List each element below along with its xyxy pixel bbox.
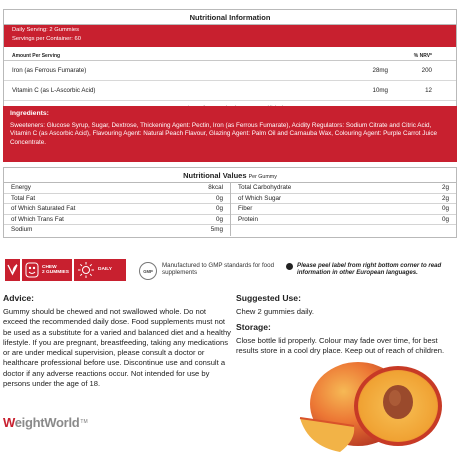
advice-text: Gummy should be chewed and not swallowed whole. Do not exceed the recommended daily dose. Food supplements must not be used as a substitute for a varied and balanced diet and a healthy lifestyle. If you are pregnant, breastfeeding, taking any medications or are under medical supervision, please consult a doctor or healthcare professional before use. Discontinue use and consult a doctor if any adverse reactions occur. Not intended for use by persons under the age of 18. bbox=[3, 307, 231, 389]
nutritional-values-table bbox=[3, 167, 457, 238]
ingredients-text: Sweeteners: Glucose Syrup, Sugar, Dextrose, Thickening Agent: Pectin, Iron (as Ferrous Fumarate), Acidity Regulators: Sodium Citrate and Citric Acid, Vitamin C (as Ascorbic Acid), Flavouring Agent: Natural Peach Flavour, Glazing Agent: Palm Oil and Carnauba Wax, Colouring Agent: Purple Carrot Juice Concentrate. bbox=[10, 122, 438, 146]
value-amount: 0g bbox=[441, 205, 449, 213]
peach-illustration bbox=[298, 358, 460, 460]
suggested-use-title: Suggested Use: bbox=[236, 293, 301, 303]
daily-label: DAILY bbox=[98, 267, 112, 273]
peel-label-notice: Please peel label from right bottom corner to read information in other European languages. bbox=[297, 262, 442, 277]
vegan-leaf-icon bbox=[5, 259, 20, 281]
value-amount: 0g bbox=[441, 215, 449, 223]
table-row bbox=[231, 215, 456, 226]
gummy-icon bbox=[25, 262, 39, 278]
value-amount: 2g bbox=[441, 194, 449, 202]
table-row bbox=[231, 183, 456, 194]
advice-title: Advice: bbox=[3, 293, 35, 303]
daily-serving: Daily Serving: 2 Gummies bbox=[12, 27, 80, 33]
value-amount: 0g bbox=[215, 205, 223, 213]
nrv-header: % NRV* bbox=[413, 52, 432, 59]
value-name: of Which Trans Fat bbox=[11, 215, 64, 223]
gmp-statement: Manufactured to GMP standards for food supplements bbox=[162, 262, 275, 277]
value-name: of Which Sugar bbox=[238, 194, 282, 202]
ingredients-panel bbox=[3, 106, 457, 162]
nutritional-values-title-bar bbox=[4, 168, 456, 183]
value-name: of Which Saturated Fat bbox=[11, 205, 76, 213]
table-row bbox=[231, 204, 456, 215]
nutritional-information-title: Nutritional Information bbox=[4, 10, 456, 25]
table-row bbox=[4, 194, 230, 205]
nutrition-header-row bbox=[4, 51, 456, 61]
nutrient-nrv: 200 bbox=[421, 67, 432, 74]
info-icon bbox=[286, 263, 293, 270]
nutritional-values-left-column bbox=[4, 183, 230, 236]
storage-title: Storage: bbox=[236, 322, 271, 332]
nutrient-amount: 28mg bbox=[372, 67, 388, 74]
nutritional-values-subtitle: Per Gummy bbox=[248, 174, 277, 180]
table-row bbox=[4, 61, 456, 81]
nutritional-values-grid bbox=[4, 183, 456, 236]
servings-per-container: Servings per Container: 60 bbox=[12, 36, 81, 42]
logo-trademark: TM bbox=[80, 419, 88, 425]
nutrient-amount: 10mg bbox=[372, 87, 388, 94]
value-name: Sodium bbox=[11, 226, 33, 234]
nutritional-values-title: Nutritional Values bbox=[183, 171, 247, 180]
sun-icon bbox=[77, 261, 95, 279]
logo-rest: eightWorld bbox=[14, 414, 80, 430]
value-amount: 5mg bbox=[210, 226, 223, 234]
storage-text: Close bottle lid properly. Colour may fade over time, for best results store in a cool dry place. Keep out of reach of children. bbox=[236, 336, 445, 356]
nutritional-values-right-column bbox=[230, 183, 456, 236]
chew-label-line-1: CHEW bbox=[42, 264, 57, 270]
daily-badge bbox=[74, 259, 126, 281]
value-amount: 0g bbox=[215, 215, 223, 223]
amount-per-serving-header: Amount Per Serving bbox=[12, 52, 61, 59]
logo-wordmark bbox=[3, 415, 79, 430]
weightworld-logo bbox=[3, 412, 88, 432]
table-row bbox=[4, 81, 456, 101]
value-name: Energy bbox=[11, 184, 31, 191]
value-name: Protein bbox=[238, 215, 258, 223]
table-row bbox=[4, 183, 230, 194]
nutrient-nrv: 12 bbox=[425, 87, 432, 94]
chew-gummies-badge bbox=[22, 259, 72, 281]
table-row bbox=[4, 215, 230, 226]
suggested-use-text: Chew 2 gummies daily. bbox=[236, 307, 314, 316]
logo-initial: W bbox=[3, 414, 15, 430]
table-row bbox=[4, 204, 230, 215]
value-amount: 0g bbox=[215, 194, 223, 202]
value-name: Total Carbohydrate bbox=[238, 184, 292, 191]
value-amount: 8kcal bbox=[208, 184, 223, 191]
ingredients-title: Ingredients: bbox=[10, 110, 49, 117]
serving-info-band bbox=[4, 25, 456, 47]
nutrient-name: Vitamin C (as L-Ascorbic Acid) bbox=[12, 87, 96, 94]
table-row bbox=[4, 225, 230, 236]
chew-label-line-2: 2 GUMMIES bbox=[42, 270, 69, 275]
nutrient-name: Iron (as Ferrous Fumarate) bbox=[12, 67, 87, 74]
vegan-badge bbox=[5, 259, 20, 281]
table-row bbox=[231, 194, 456, 205]
value-name: Fiber bbox=[238, 205, 253, 213]
chew-label bbox=[42, 265, 69, 276]
gmp-seal-icon: GMP bbox=[139, 262, 157, 280]
value-name: Total Fat bbox=[11, 194, 36, 202]
value-amount: 2g bbox=[441, 184, 449, 191]
